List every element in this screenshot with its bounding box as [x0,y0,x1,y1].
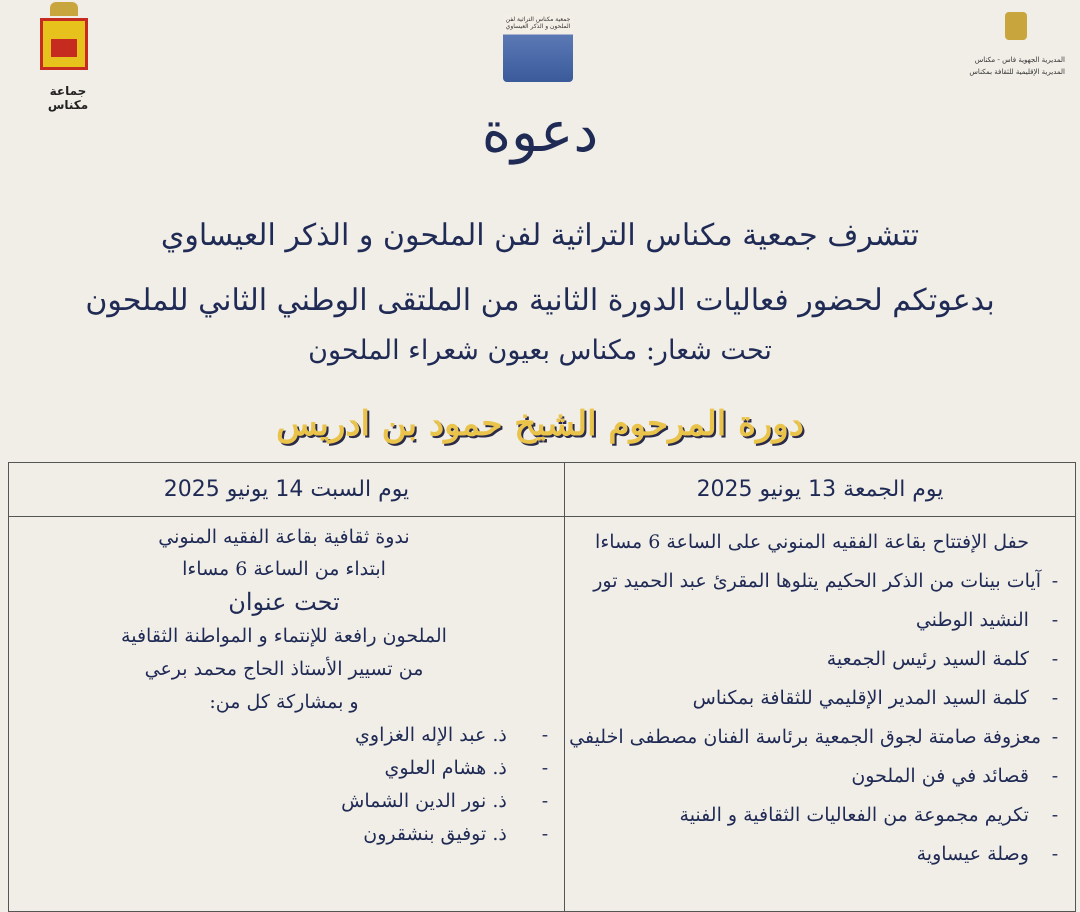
session-name: دورة المرحوم الشيخ حمود بن ادريس [276,404,804,444]
seminar-moderator: من تسيير الأستاذ الحاج محمد برعي [144,658,424,680]
item-text: آيات بينات من الذكر الحكيم يتلوها المقرئ عبد الحميد تور [593,570,1041,592]
bullet-dash: - [1051,570,1059,592]
header-divider [9,516,1075,517]
emblem-icon [1005,12,1027,40]
list-item [569,562,1069,601]
bullet-dash: - [1051,609,1059,631]
seminar-title-label: تحت عنوان [228,588,340,616]
participant-item [9,785,559,818]
bullet-dash: - [541,757,549,779]
association-logo [503,14,573,82]
participant-name: ذ. هشام العلوي [384,757,507,779]
bullet-dash: - [1051,804,1059,826]
item-text: وصلة عيساوية [916,843,1029,865]
meknes-commune-caption: جماعة مكناس [47,84,89,112]
participant-name: ذ. توفيق بنشقرون [363,823,507,845]
bullet-dash: - [1051,687,1059,709]
invitation-title: دعوة [481,100,599,165]
item-text: قصائد في فن الملحون [851,765,1029,787]
column-divider [564,463,565,911]
seminar-time: ابتداء من الساعة 6 مساءا [182,558,386,580]
list-item [569,796,1069,835]
crest-crown-icon [50,2,78,16]
participant-name: ذ. نور الدين الشماش [341,790,507,812]
ministry-logo [965,10,1065,80]
association-logo-text: جمعية مكناس التراثية لفن الملحون و الذكر العيساوي [505,16,571,30]
list-item [569,640,1069,679]
intro-line-2: بدعوتكم لحضور فعاليات الدورة الثانية من الملتقى الوطني الثاني للملحون [85,283,995,318]
participant-item [9,752,559,785]
item-text: النشيد الوطني [915,609,1029,631]
item-text: معزوفة صامتة لجوق الجمعية برئاسة الفنان مصطفى اخليفي [569,726,1041,748]
seminar-title: الملحون رافعة للإنتماء و المواطنة الثقافية [121,625,447,647]
day2-program [9,521,559,851]
bullet-dash: - [1051,843,1059,865]
ministry-line-1: المديرية الجهوية فاس - مكناس [974,56,1065,64]
participant-item [9,818,559,851]
seminar-line: ندوة ثقافية بقاعة الفقيه المنوني [158,526,410,548]
item-text: تكريم مجموعة من الفعاليات الثقافية و الفنية [679,804,1029,826]
bullet-dash: - [541,823,549,845]
bullet-dash: - [1051,648,1059,670]
intro-line-1: تتشرف جمعية مكناس التراثية لفن الملحون و الذكر العيساوي [160,218,920,253]
meknes-commune-logo [40,18,88,70]
list-item [569,757,1069,796]
bullet-dash: - [1051,726,1059,748]
program-table [8,462,1076,912]
ministry-line-2: المديرية الإقليمية للثقافة بمكناس [969,68,1065,76]
intro-slogan: تحت شعار: مكناس بعيون شعراء الملحون [308,335,772,366]
list-item [569,601,1069,640]
item-text: كلمة السيد المدير الإقليمي للثقافة بمكناس [692,687,1029,709]
list-item [569,835,1069,874]
bullet-dash: - [1051,765,1059,787]
participants-label: و بمشاركة كل من: [209,691,359,713]
item-text: كلمة السيد رئيس الجمعية [826,648,1029,670]
day1-program [569,523,1069,874]
day1-header: يوم الجمعة 13 يونيو 2025 [696,477,944,502]
list-item [569,718,1069,757]
list-item [569,679,1069,718]
day1-opening: حفل الإفتتاح بقاعة الفقيه المنوني على الساعة 6 مساءا [595,531,1029,553]
day2-header: يوم السبت 14 يونيو 2025 [163,477,410,502]
participant-item [9,719,559,752]
participant-name: ذ. عبد الإله الغزاوي [355,724,507,746]
bullet-dash: - [541,790,549,812]
bullet-dash: - [541,724,549,746]
